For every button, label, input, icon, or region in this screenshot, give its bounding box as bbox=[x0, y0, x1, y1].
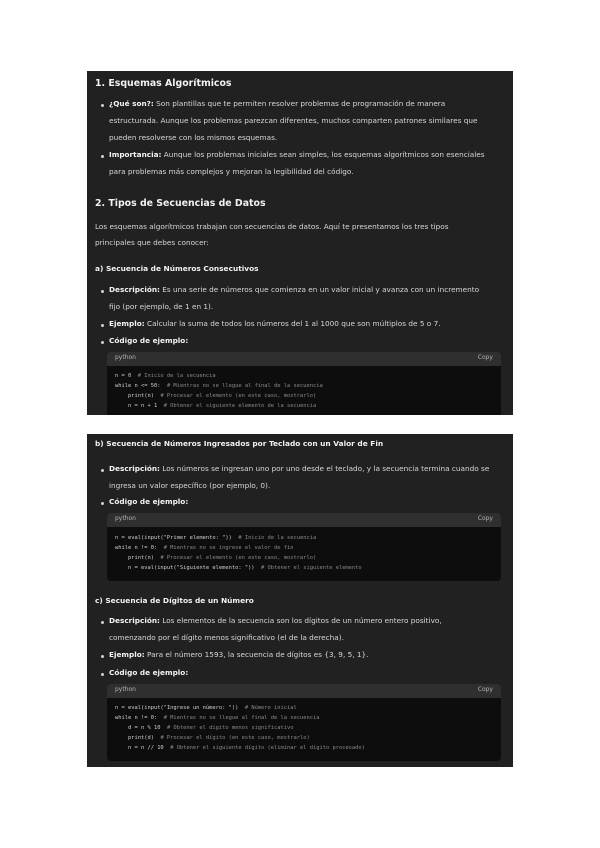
code-line: print(n) # Procesar el elemento (en este caso, mostrarlo) bbox=[115, 555, 317, 561]
bullet-que-son-line3: pueden resolverse con los mismos esquemas. bbox=[109, 133, 278, 142]
code-line: print(n) # Procesar el elemento (en este caso, mostrarlo) bbox=[115, 393, 317, 399]
section-1-title: 1. Esquemas Algorítmicos bbox=[95, 78, 232, 89]
code-block-b bbox=[107, 513, 501, 581]
bullet-que-son: ¿Qué son?: Son plantillas que te permiten resolver problemas de programación de manera bbox=[109, 99, 446, 108]
bullet bbox=[101, 655, 104, 658]
code-line: n = 0 # Inicio de la secuencia bbox=[115, 373, 216, 379]
sub-a-codigo-label: Código de ejemplo: bbox=[109, 336, 189, 345]
code-line: while n != 0: # Mientras no se llegue al final de la secuencia bbox=[115, 715, 320, 721]
sub-b-descripcion: Descripción: Los números se ingresan uno por uno desde el teclado, y la secuencia termina cuando se bbox=[109, 464, 490, 473]
section-2-title: 2. Tipos de Secuencias de Datos bbox=[95, 198, 266, 209]
code-block-a bbox=[107, 352, 501, 415]
sub-a-descripcion-line2: fijo (por ejemplo, de 1 en 1). bbox=[109, 302, 214, 311]
copy-code-button[interactable]: Copy bbox=[477, 515, 493, 522]
sub-c-ejemplo: Ejemplo: Para el número 1593, la secuencia de dígitos es {3, 9, 5, 1}. bbox=[109, 650, 369, 659]
bullet bbox=[101, 673, 104, 676]
sub-c-codigo-label: Código de ejemplo: bbox=[109, 668, 189, 677]
bullet-importancia-line2: para problemas más complejos y mejoran la legibilidad del código. bbox=[109, 167, 354, 176]
code-language: python bbox=[115, 515, 136, 522]
subsection-c-title: c) Secuencia de Dígitos de un Número bbox=[95, 596, 254, 605]
sub-b-descripcion-line2: ingresa un valor específico (por ejemplo, 0). bbox=[109, 481, 271, 490]
bullet bbox=[101, 502, 104, 505]
copy-code-button[interactable]: Copy bbox=[477, 354, 493, 361]
section-2-intro-line2: principales que debes conocer: bbox=[95, 238, 209, 247]
code-language: python bbox=[115, 686, 136, 693]
bullet bbox=[101, 469, 104, 472]
code-line: n = n + 1 # Obtener el siguiente elemento de la secuencia bbox=[115, 403, 317, 409]
content-panel-2 bbox=[87, 434, 513, 767]
code-language: python bbox=[115, 354, 136, 361]
code-line: d = n % 10 # Obtener el dígito menos significativo bbox=[115, 725, 294, 731]
content-panel-1 bbox=[87, 71, 513, 415]
bullet-importancia: Importancia: Aunque los problemas iniciales sean simples, los esquemas algorítmicos son esenciales bbox=[109, 150, 485, 159]
bullet bbox=[101, 324, 104, 327]
sub-c-descripcion-line2: comenzando por el dígito menos significativo (el de la derecha). bbox=[109, 633, 344, 642]
code-line: while n != 0: # Mientras no se ingrese el valor de fin bbox=[115, 545, 294, 551]
sub-a-ejemplo: Ejemplo: Calcular la suma de todos los números del 1 al 1000 que son múltiplos de 5 o 7. bbox=[109, 319, 441, 328]
code-line: n = eval(input("Ingrese un número: ")) # Número inicial bbox=[115, 705, 297, 711]
code-line: n = eval(input("Siguiente elemento: ")) # Obtener el siguiente elemento bbox=[115, 565, 362, 571]
sub-c-descripcion: Descripción: Los elementos de la secuencia son los dígitos de un número entero positivo, bbox=[109, 616, 442, 625]
bullet bbox=[101, 155, 104, 158]
code-block-c bbox=[107, 684, 501, 761]
bullet bbox=[101, 341, 104, 344]
code-header bbox=[107, 352, 501, 366]
copy-code-button[interactable]: Copy bbox=[477, 686, 493, 693]
sub-b-codigo-label: Código de ejemplo: bbox=[109, 497, 189, 506]
bullet bbox=[101, 621, 104, 624]
code-line: while n <= 50: # Mientras no se llegue al final de la secuencia bbox=[115, 383, 323, 389]
code-header bbox=[107, 513, 501, 527]
subsection-a-title: a) Secuencia de Números Consecutivos bbox=[95, 264, 259, 273]
code-header bbox=[107, 684, 501, 698]
code-line: print(d) # Procesar el dígito (en este caso, mostrarlo) bbox=[115, 735, 310, 741]
subsection-b-title: b) Secuencia de Números Ingresados por Teclado con un Valor de Fin bbox=[95, 439, 384, 448]
bullet bbox=[101, 290, 104, 293]
bullet bbox=[101, 104, 104, 107]
sub-a-descripcion: Descripción: Es una serie de números que comienza en un valor inicial y avanza con un incremento bbox=[109, 285, 480, 294]
bullet-que-son-line2: estructurada. Aunque los problemas parezcan diferentes, muchos comparten patrones similares que bbox=[109, 116, 478, 125]
section-2-intro-line1: Los esquemas algorítmicos trabajan con secuencias de datos. Aquí te presentamos los tres tipos bbox=[95, 222, 449, 231]
code-line: n = n // 10 # Obtener el siguiente dígito (eliminar el dígito procesado) bbox=[115, 745, 365, 751]
code-line: n = eval(input("Primer elemento: ")) # Inicio de la secuencia bbox=[115, 535, 317, 541]
